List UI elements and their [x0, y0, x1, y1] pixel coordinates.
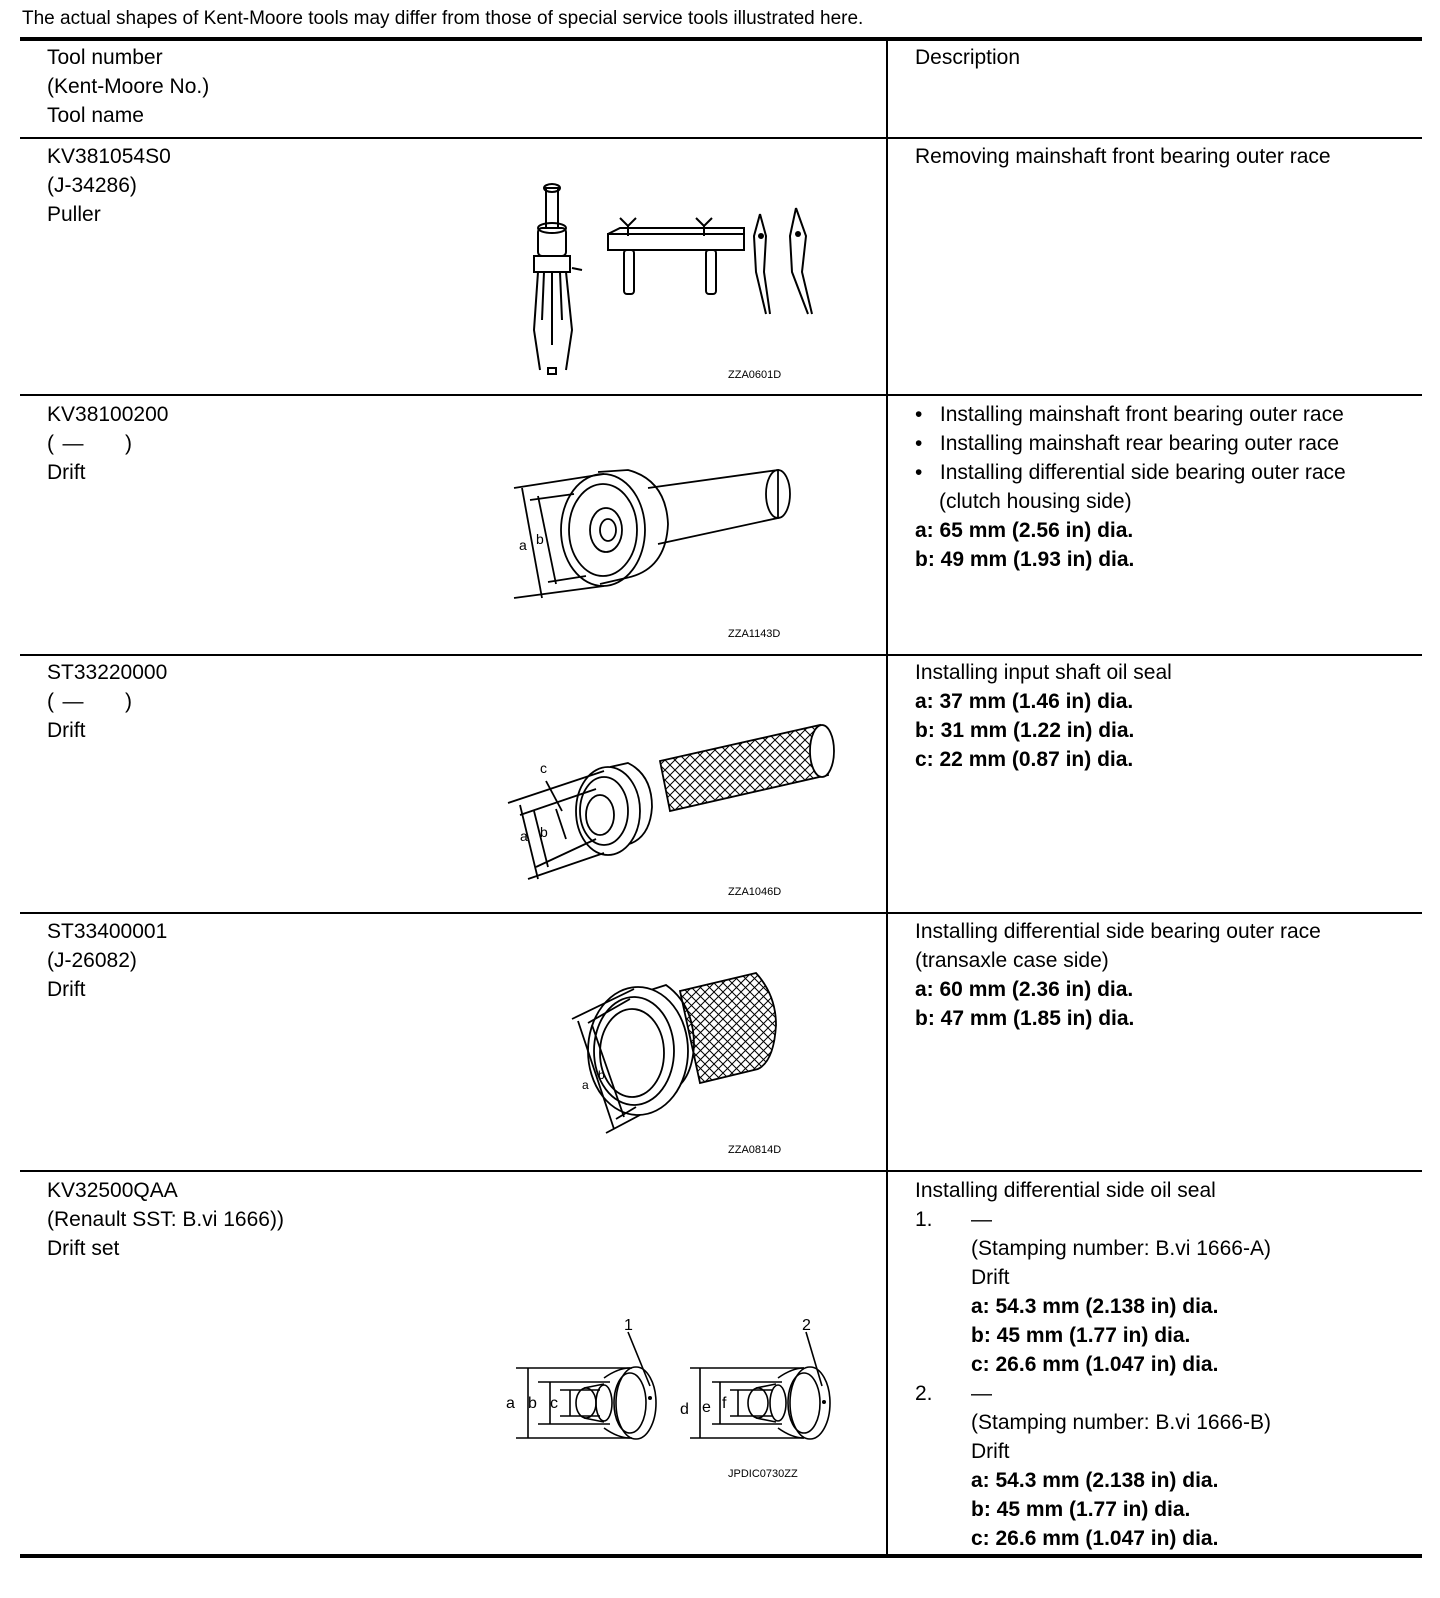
description-text: (transaxle case side): [915, 949, 1109, 972]
dimension-label: a: [520, 828, 528, 844]
column-divider: [886, 39, 888, 1555]
stamping-number: (Stamping number: B.vi 1666-B): [971, 1411, 1271, 1434]
table-row: [47, 400, 168, 487]
kent-moore-number: (Renault SST: B.vi 1666)): [47, 1208, 284, 1231]
spec-line: a: 37 mm (1.46 in) dia.: [915, 690, 1134, 713]
table-row: [47, 1176, 284, 1263]
dimension-label: b: [536, 531, 544, 547]
spec-line: a: 65 mm (2.56 in) dia.: [915, 519, 1134, 542]
figure-code: JPDIC0730ZZ: [728, 1468, 798, 1480]
knurled-drift-illustration: [570, 965, 780, 1140]
dimension-label: a: [582, 1078, 589, 1092]
spec-line: a: 60 mm (2.36 in) dia.: [915, 978, 1134, 1001]
figure-code: ZZA0601D: [728, 369, 782, 381]
spec-line: c: 26.6 mm (1.047 in) dia.: [971, 1353, 1219, 1376]
drift-set-illustration: [500, 1310, 840, 1460]
row-divider: [20, 137, 1422, 139]
table-bottom-rule: [20, 1554, 1422, 1558]
list-item: 1. —: [915, 1208, 992, 1231]
page-note: The actual shapes of Kent-Moore tools may differ from those of special service tools illustrated here.: [22, 8, 864, 29]
spec-line: c: 22 mm (0.87 in) dia.: [915, 748, 1134, 771]
dimension-label: a: [519, 537, 527, 553]
row-description: [915, 917, 1321, 1033]
row-divider: [20, 912, 1422, 914]
tool-name: Drift: [47, 978, 86, 1001]
tool-number: KV38100200: [47, 403, 169, 426]
figure-code: ZZA1046D: [728, 886, 782, 898]
header-tool-number: Tool number: [47, 46, 163, 69]
stamping-number: (Stamping number: B.vi 1666-A): [971, 1237, 1271, 1260]
row-description: [915, 400, 1395, 574]
spec-line: a: 54.3 mm (2.138 in) dia.: [971, 1469, 1219, 1492]
item-name: Drift: [971, 1440, 1010, 1463]
spec-line: b: 45 mm (1.77 in) dia.: [971, 1324, 1191, 1347]
spec-line: b: 31 mm (1.22 in) dia.: [915, 719, 1135, 742]
description-text: Installing differential side bearing outer race: [915, 920, 1321, 943]
callout-number: 2: [802, 1317, 811, 1334]
kent-moore-number: ( — ): [47, 690, 132, 713]
figure-code: ZZA1143D: [728, 628, 781, 640]
figure-code: ZZA0814D: [728, 1144, 782, 1156]
tool-number: KV32500QAA: [47, 1179, 178, 1202]
kent-moore-number: ( — ): [47, 432, 132, 455]
tool-number: ST33220000: [47, 661, 168, 684]
tool-name: Drift set: [47, 1237, 120, 1260]
list-item: 2. —: [915, 1382, 992, 1405]
drift-illustration: [508, 460, 808, 610]
spec-line: b: 47 mm (1.85 in) dia.: [915, 1007, 1135, 1030]
bullet-item: • Installing mainshaft rear bearing outer race: [915, 432, 1340, 455]
dimension-label: c: [540, 760, 547, 776]
item-name: Drift: [971, 1266, 1010, 1289]
row-description: [915, 658, 1172, 774]
description-text: Removing mainshaft front bearing outer race: [915, 145, 1331, 168]
table-row: [47, 917, 167, 1004]
header-description-column: [915, 43, 1020, 72]
spec-line: b: 45 mm (1.77 in) dia.: [971, 1498, 1191, 1521]
tool-name: Drift: [47, 719, 86, 742]
spec-line: c: 26.6 mm (1.047 in) dia.: [971, 1527, 1219, 1550]
row-divider: [20, 1170, 1422, 1172]
row-description: [915, 142, 1331, 171]
puller-illustration: [520, 180, 820, 385]
header-description: Description: [915, 46, 1021, 69]
tool-number: ST33400001: [47, 920, 168, 943]
row-description: [915, 1176, 1271, 1553]
dimension-label: b: [528, 1395, 537, 1412]
kent-moore-number: (J-26082): [47, 949, 137, 972]
spec-line: a: 54.3 mm (2.138 in) dia.: [971, 1295, 1219, 1318]
dimension-label: b: [540, 824, 548, 840]
tool-name: Drift: [47, 461, 86, 484]
description-text: Installing differential side oil seal: [915, 1179, 1216, 1202]
header-kent-moore: (Kent-Moore No.): [47, 75, 210, 98]
header-tool-column: [47, 43, 209, 130]
dimension-label: d: [680, 1401, 689, 1418]
dimension-label: c: [550, 1395, 558, 1412]
spec-line: b: 49 mm (1.93 in) dia.: [915, 548, 1135, 571]
table-row: [47, 142, 171, 229]
dimension-label: f: [722, 1395, 727, 1412]
kent-moore-number: (J-34286): [47, 174, 137, 197]
dimension-label: a: [506, 1395, 515, 1412]
row-divider: [20, 654, 1422, 656]
callout-number: 1: [624, 1317, 633, 1334]
description-text: Installing input shaft oil seal: [915, 661, 1172, 684]
bullet-item: • Installing mainshaft front bearing outer race: [915, 403, 1344, 426]
table-row: [47, 658, 167, 745]
knurled-drift-illustration: [500, 715, 845, 890]
header-tool-name: Tool name: [47, 104, 144, 127]
table-top-rule: [20, 37, 1422, 41]
dimension-label: b: [598, 1068, 605, 1082]
dimension-label: e: [702, 1399, 711, 1416]
tool-number: KV381054S0: [47, 145, 171, 168]
row-divider: [20, 394, 1422, 396]
bullet-item: • Installing differential side bearing outer race (clutch housing side): [915, 461, 1346, 513]
tool-name: Puller: [47, 203, 101, 226]
